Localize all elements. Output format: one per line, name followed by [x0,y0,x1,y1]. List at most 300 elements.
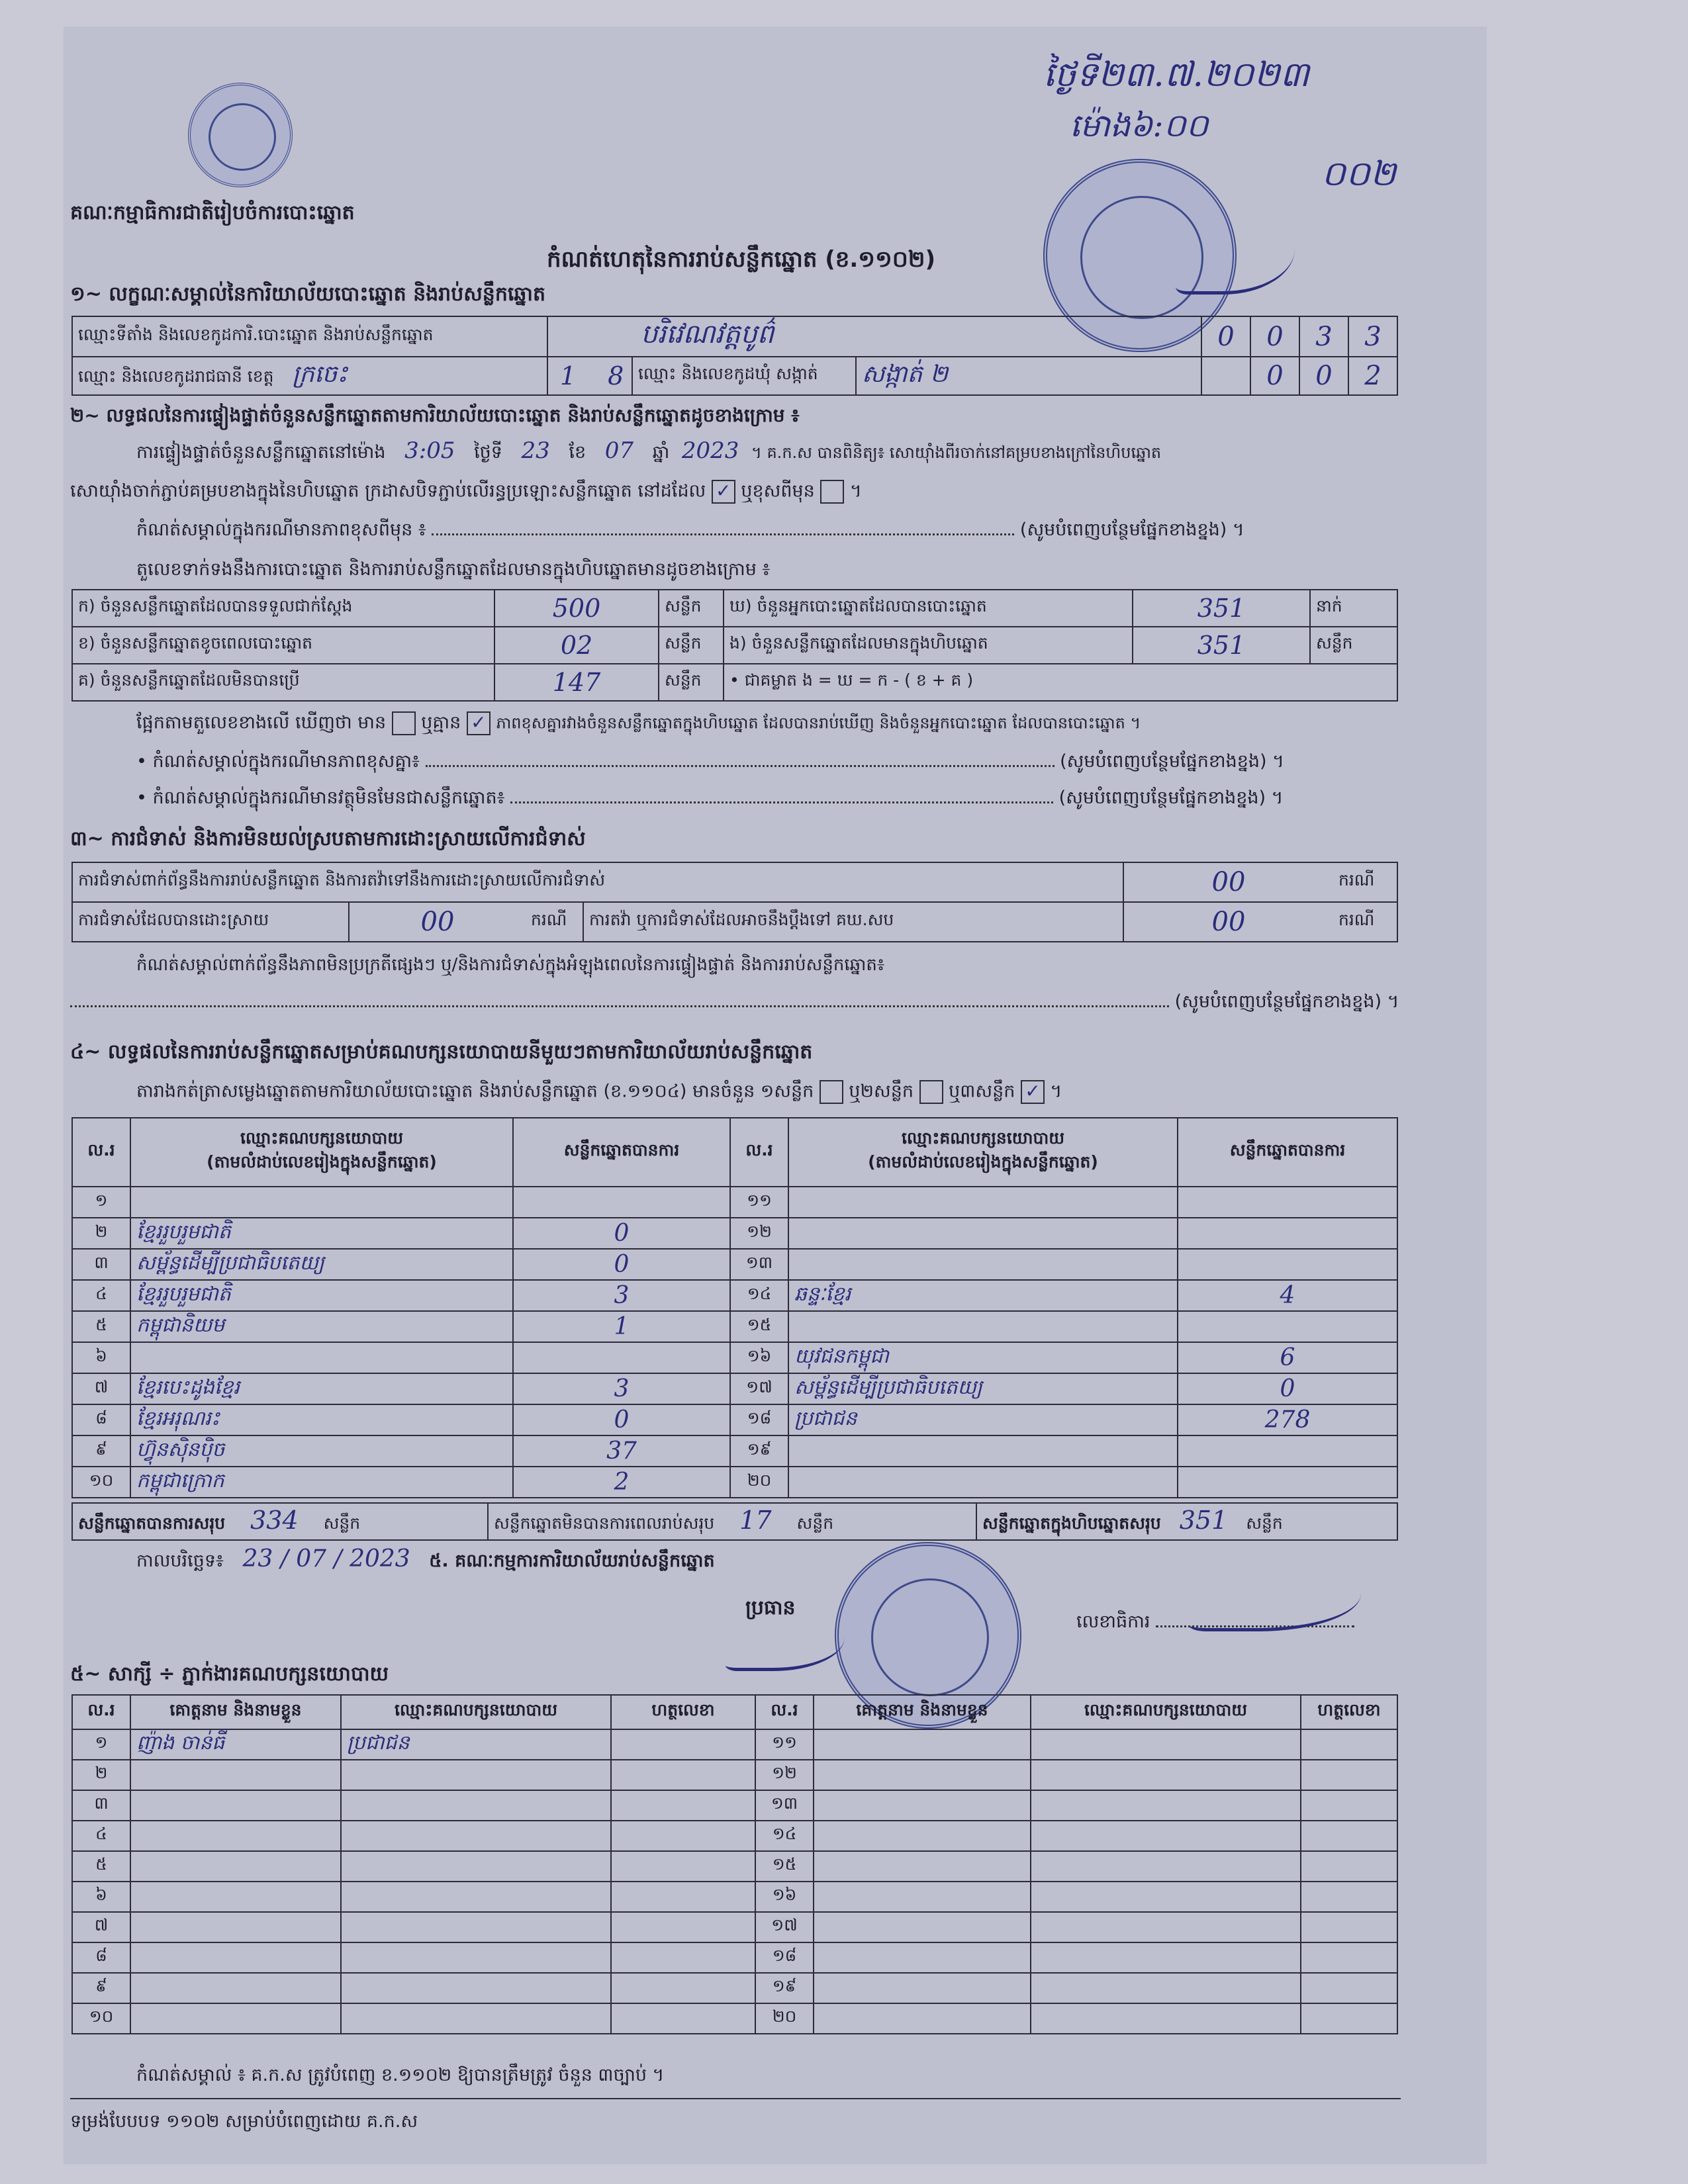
verification-text-b: ថ្ងៃទី [474,442,502,463]
unchanged-checkbox[interactable]: ✓ [712,480,735,504]
section1-table [71,316,1398,396]
results-no: ៦ [72,1342,130,1373]
section4-intro-c: ឬ៣សន្លឹក [949,1081,1015,1102]
difference-text-a: ផ្អែកតាមតួលេខខាងលើ ឃើញថា មាន [136,712,387,733]
results-no: ១៥ [730,1311,788,1342]
results-party: ឆន្ទៈខ្មែរ [788,1280,1178,1311]
witness-party [1031,1729,1301,1760]
results-party: កម្ពុជាក្រោក [130,1467,513,1498]
changed-checkbox[interactable] [820,480,844,504]
results-no: ២០ [730,1467,788,1498]
results-party [788,1187,1178,1218]
results-party: ខ្មែររួបរួមជាតិ [130,1280,513,1311]
verification-day: 23 [521,437,550,464]
results-votes [1178,1311,1397,1342]
witness-party [341,1790,611,1821]
witness-no: ៩ [72,1973,130,2003]
witness-name [814,1821,1031,1851]
counts-table [71,589,1398,702]
results-party: សម្ព័ន្ធដើម្បីប្រជាធិបតេយ្យ [130,1249,513,1280]
section4-intro [136,1080,1062,1104]
witness-party [341,1942,611,1973]
results-party: ខ្មែររួបរួមជាតិ [130,1218,513,1249]
chair-signature [726,1615,845,1671]
commune-label: ឈ្មោះ និងលេខកូដឃុំ សង្កាត់ [632,357,856,395]
witness-signature [611,1851,755,1882]
witness-name [814,1882,1031,1912]
count-d-label: ឃ) ចំនួនអ្នកបោះឆ្នោតដែលបានបោះឆ្នោត [724,590,1133,627]
results-votes: 6 [1178,1342,1397,1373]
witness-name [130,1790,341,1821]
results-votes: 4 [1178,1280,1397,1311]
witness-signature [611,1912,755,1942]
results-col-votes-right: សន្លឹកឆ្នោតបានការ [1178,1118,1397,1187]
witness-col-name-left: គោត្តនាម និងនាមខ្លួន [130,1695,341,1729]
witness-name [814,1942,1031,1973]
witness-table [71,1694,1398,2034]
bullet1-suffix: (សូមបំពេញបន្ថែមផ្នែកខាងខ្នង) ។ [1060,751,1284,772]
total-valid-label: សន្លឹកឆ្នោតបានការសរុប [78,1514,226,1533]
results-votes: 0 [513,1249,730,1280]
objections-table [71,862,1398,942]
results-party: ហ៊្វុនស៊ិនប៉ិច [130,1435,513,1467]
witness-signature [1301,1942,1397,1973]
count-a-label: ក) ចំនួនសន្លឹកឆ្នោតដែលបានទទួលជាក់ស្តែង [72,590,494,627]
commune-code-3: 2 [1348,357,1397,395]
verification-time: 3:05 [404,437,455,464]
verification-text-f: សោយ៉ាំងចាក់ភ្ជាប់គម្របខាងក្នុងនៃហិបឆ្នោត ក្រដាសបិទភ្ជាប់លើរន្ធប្រឡោះសន្លឹកឆ្នោត នៅដដែល [70,480,706,502]
witness-name [130,1760,341,1790]
witness-row [72,1912,1397,1942]
witness-party [1031,1912,1301,1942]
difference-text-b: ឬគ្មាន [421,712,461,733]
document-page [64,26,1487,2164]
objection-row3-label: ការតវ៉ា ឬការជំទាស់ដែលអាចនឹងប្តឹងទៅ គឃ.សប [583,902,1123,942]
total-box-unit: សន្លឹក [1246,1514,1283,1533]
witness-no: ៥ [72,1851,130,1882]
results-col-party-left [130,1118,513,1187]
verification-year: 2023 [681,437,739,464]
witness-party [1031,2003,1301,2034]
verification-text-g: ឬខុសពីមុន [741,480,815,502]
witness-name [814,1790,1031,1821]
chair-label: ប្រធាន [745,1596,796,1619]
results-no: ១២ [730,1218,788,1249]
verification-text-a: ការផ្ទៀងផ្ទាត់ចំនួនសន្លឹកឆ្នោតនៅម៉ោង [136,442,386,463]
results-party [788,1467,1178,1498]
witness-signature [611,1729,755,1760]
results-row [72,1404,1397,1435]
witness-party [1031,1760,1301,1790]
province-code-2: 8 [608,361,624,390]
bullet1-line [136,751,1284,772]
count-e-unit: សន្លឹក [1310,627,1397,664]
count-b-value: 02 [494,627,659,664]
witness-no: ១៤ [755,1821,814,1851]
section1-title: ១~ លក្ខណៈសម្គាល់នៃការិយាល័យបោះឆ្នោត និងរាប់សន្លឹកឆ្នោត [70,283,546,306]
objection-row2-value: 00 [349,902,526,942]
objection-row1-value: 00 [1123,862,1333,902]
section4-intro-a: តារាងកត់ត្រាសម្លេងឆ្នោតតាមការិយាល័យបោះឆ្នោត និងរាប់សន្លឹកឆ្នោត (ខ.១១០៤) មានចំនួន ១សន្លឹក [136,1081,814,1102]
results-votes: 278 [1178,1404,1397,1435]
witness-row [72,2003,1397,2034]
results-row [72,1467,1397,1498]
objection-row3-unit: ករណី [1333,902,1397,942]
witness-signature [1301,1973,1397,2003]
counts-intro: តួលេខទាក់ទងនឹងការបោះឆ្នោត និងការរាប់សន្លឹកឆ្នោតដែលមានក្នុងហិបឆ្នោតមានដូចខាងក្រោម ៖ [136,559,771,580]
witness-signature [1301,1882,1397,1912]
witness-party: ប្រជាជន [341,1729,611,1760]
witness-party [341,1851,611,1882]
witness-col-party-right: ឈ្មោះគណបក្សនយោបាយ [1031,1695,1301,1729]
objection-row2-unit: ករណី [526,902,583,942]
witness-name [814,1851,1031,1882]
witness-signature [611,1973,755,2003]
results-no: ១៣ [730,1249,788,1280]
org-name: គណៈកម្មាធិការជាតិរៀបចំការបោះឆ្នោត [70,201,355,224]
national-emblem [188,83,293,187]
witness-row [72,1882,1397,1912]
secretary-label: លេខាធិការ [1076,1612,1150,1632]
count-a-value: 500 [494,590,659,627]
results-row [72,1249,1397,1280]
province-label: ឈ្មោះ និងលេខកូដរាជធានី ខេត្ត [78,366,274,386]
results-votes: 0 [1178,1373,1397,1404]
verification-text-c: ខែ [569,442,586,463]
witness-row [72,1821,1397,1851]
results-no: ១០ [72,1467,130,1498]
witness-name [130,1942,341,1973]
two-sheets-checkbox[interactable] [919,1080,943,1104]
results-votes: 2 [513,1467,730,1498]
commune-code-2: 0 [1299,357,1348,395]
witness-signature [1301,1851,1397,1882]
handwritten-code-note: ០០២ [1321,154,1396,194]
results-row [72,1311,1397,1342]
results-col-no-left: ល.រ [72,1118,130,1187]
handwritten-date-note: ថ្ងៃទី២៣.៧.២០២៣ [1043,55,1309,95]
section4-intro-b: ឬ២សន្លឹក [849,1081,914,1102]
witness-party [341,1912,611,1942]
witness-name: ញ៉ាង ចាន់ធី [130,1729,341,1760]
location-code-2: 0 [1250,316,1299,357]
difference-text-c: ភាពខុសគ្នារវាងចំនួនសន្លឹកឆ្នោតក្នុងហិបឆ្នោត ដែលបានរាប់ឃើញ និងចំនួនអ្នកបោះឆ្នោត ដែលបានបោះឆ្នោត ។ [496,713,1141,733]
section2-title: ២~ លទ្ធផលនៃការផ្ទៀងផ្ទាត់ចំនួនសន្លឹកឆ្នោតតាមការិយាល័យបោះឆ្នោត និងរាប់សន្លឹកឆ្នោតដូចខាងក្រោម ៖ [70,404,800,426]
section3-note-suffix: (សូមបំពេញបន្ថែមផ្នែកខាងខ្នង) ។ [1174,991,1399,1012]
total-box-label: សន្លឹកឆ្នោតក្នុងហិបឆ្នោតសរុប [982,1514,1161,1533]
witness-col-sign-right: ហត្ថលេខា [1301,1695,1397,1729]
witness-signature [611,1882,755,1912]
witness-signature [611,1821,755,1851]
results-votes [1178,1467,1397,1498]
witness-no: ២០ [755,2003,814,2034]
total-invalid-value: 17 [739,1506,772,1535]
results-row [72,1218,1397,1249]
results-votes: 37 [513,1435,730,1467]
results-no: ១៤ [730,1280,788,1311]
witness-name [814,1760,1031,1790]
objection-row1-label: ការជំទាស់ពាក់ព័ន្ធនឹងការរាប់សន្លឹកឆ្នោត និងការតវ៉ាទៅនឹងការដោះស្រាយលើការជំទាស់ [72,862,1123,902]
footer-divider [70,2098,1401,2099]
witness-col-sign-left: ហត្ថលេខា [611,1695,755,1729]
verification-line2 [70,480,862,504]
witness-col-party-left: ឈ្មោះគណបក្សនយោបាយ [341,1695,611,1729]
form-title: កំណត់ហេតុនៃការរាប់សន្លឹកឆ្នោត (ខ.១១០២) [547,246,936,273]
location-code-4: 3 [1348,316,1397,357]
total-invalid-cell [488,1503,976,1540]
section3-note-label: កំណត់សម្គាល់ពាក់ព័ន្ធនឹងភាពមិនប្រក្រតីផ្សេងៗ ឬ/និងការជំទាស់ក្នុងអំឡុងពេលនៃការផ្ទៀងផ្ទាត់ និងការរាប់សន្លឹកឆ្នោត៖ [136,955,885,975]
results-no: ៣ [72,1249,130,1280]
commune-code-blank [1201,357,1250,395]
results-votes: 0 [513,1404,730,1435]
count-formula: • ជាគម្លាត ង = ឃ = ក - ( ខ + គ ) [724,664,1397,701]
results-no: ១៧ [730,1373,788,1404]
results-no: ៤ [72,1280,130,1311]
total-box-value: 351 [1179,1506,1228,1535]
bullet2-suffix: (សូមបំពេញបន្ថែមផ្នែកខាងខ្នង) ។ [1058,788,1284,808]
total-invalid-unit: សន្លឹក [796,1514,834,1533]
results-col-party-left-title: ឈ្មោះគណបក្សនយោបាយ [240,1128,404,1148]
witness-no: ១០ [72,2003,130,2034]
witness-name [130,1973,341,2003]
witness-signature [611,1790,755,1821]
witness-party [1031,1973,1301,2003]
witness-col-name-right: គោត្តនាម និងនាមខ្លួន [814,1695,1031,1729]
witness-no: ៨ [72,1942,130,1973]
results-col-votes-left: សន្លឹកឆ្នោតបានការ [513,1118,730,1187]
count-c-unit: សន្លឹក [659,664,724,701]
witness-signature [611,2003,755,2034]
witness-party [1031,1821,1301,1851]
results-totals [71,1502,1398,1541]
witness-party [1031,1851,1301,1882]
results-votes [513,1342,730,1373]
witness-name [130,1912,341,1942]
date-line [136,1545,715,1572]
results-party [130,1342,513,1373]
witness-no: ១៧ [755,1912,814,1942]
witness-row [72,1729,1397,1760]
three-sheets-checkbox[interactable]: ✓ [1021,1080,1045,1104]
results-no: ១៨ [730,1404,788,1435]
footer-form: ទម្រង់បែបបទ ១១០២ សម្រាប់បំពេញដោយ គ.ក.ស [70,2111,418,2132]
results-party: យុវជនកម្ពុជា [788,1342,1178,1373]
results-col-party-right [788,1118,1178,1187]
witness-name [130,1821,341,1851]
witness-row [72,1851,1397,1882]
witness-signature [1301,2003,1397,2034]
count-b-label: ខ) ចំនួនសន្លឹកឆ្នោតខូចពេលបោះឆ្នោត [72,627,494,664]
objection-row2-label: ការជំទាស់ដែលបានដោះស្រាយ [72,902,349,942]
signature-top-right [1176,218,1295,295]
results-party [130,1187,513,1218]
witness-no: ១ [72,1729,130,1760]
difference-note-suffix: (សូមបំពេញបន្ថែមផ្នែកខាងខ្នង) ។ [1019,520,1244,540]
results-party: ខ្មែរអរុណរះ [130,1404,513,1435]
difference-note-label: កំណត់សម្គាល់ក្នុងករណីមានភាពខុសពីមុន ៖ [136,520,426,540]
witness-no: ៣ [72,1790,130,1821]
results-votes [1178,1249,1397,1280]
results-row [72,1435,1397,1467]
results-table [71,1117,1398,1498]
results-no: ៧ [72,1373,130,1404]
results-votes [1178,1187,1397,1218]
witness-no: ១២ [755,1760,814,1790]
witness-no: ១៦ [755,1882,814,1912]
witness-no: ១៨ [755,1942,814,1973]
witness-no: ៤ [72,1821,130,1851]
bullet2-line [136,788,1283,809]
total-valid-cell [72,1503,488,1540]
objection-row3-value: 00 [1123,902,1333,942]
witness-no: ១៩ [755,1973,814,2003]
results-row [72,1342,1397,1373]
witness-name [814,1973,1031,2003]
witness-no: ១៣ [755,1790,814,1821]
total-box-cell [976,1503,1397,1540]
count-c-label: គ) ចំនួនសន្លឹកឆ្នោតដែលមិនបានប្រើ [72,664,494,701]
province-code-1: 1 [560,361,577,390]
footer-note: កំណត់សម្គាល់ ៖ គ.ក.ស ត្រូវបំពេញ ខ.១១០២ ឱ្យបានត្រឹមត្រូវ ចំនួន ៣ច្បាប់ ។ [136,2065,665,2085]
witness-party [1031,1790,1301,1821]
commune-value: សង្កាត់ ២ [856,357,1201,395]
witness-name [814,1729,1031,1760]
results-party [788,1218,1178,1249]
verification-text-d: ឆ្នាំ [652,442,670,463]
witness-name [130,1882,341,1912]
province-cell [72,357,547,395]
results-no: ១១ [730,1187,788,1218]
witness-party [341,1973,611,2003]
total-invalid-label: សន្លឹកឆ្នោតមិនបានការពេលរាប់សរុប [494,1514,715,1533]
location-value: បរិវេណវត្តបូព៌ [547,316,1201,357]
bullet2-label: • កំណត់សម្គាល់ក្នុងករណីមានវត្ថុមិនមែនជាសន្លឹកឆ្នោត៖ [136,788,505,808]
results-votes: 0 [513,1218,730,1249]
total-valid-value: 334 [250,1506,299,1535]
count-b-unit: សន្លឹក [659,627,724,664]
witness-signature [1301,1760,1397,1790]
has-difference-checkbox[interactable] [392,711,416,735]
count-d-unit: នាក់ [1310,590,1397,627]
witness-col-no-left: ល.រ [72,1695,130,1729]
count-d-value: 351 [1133,590,1310,627]
witness-signature [1301,1790,1397,1821]
witness-no: ៧ [72,1912,130,1942]
witness-signature [611,1760,755,1790]
section3-note-line2 [70,991,1399,1013]
witness-row [72,1973,1397,2003]
witness-no: ១៥ [755,1851,814,1882]
results-col-party-left-sub: (តាមលំដាប់លេខរៀងក្នុងសន្លឹកឆ្នោត) [207,1152,437,1171]
witness-party [341,1882,611,1912]
witness-signature [1301,1729,1397,1760]
verification-text-h: ។ [849,480,862,502]
results-party: ប្រជាជន [788,1404,1178,1435]
count-e-label: ង) ចំនួនសន្លឹកឆ្នោតដែលមានក្នុងហិបឆ្នោត [724,627,1133,664]
results-no: ១៩ [730,1435,788,1467]
results-no: ១ [72,1187,130,1218]
difference-note-line [136,520,1394,541]
results-col-party-right-sub: (តាមលំដាប់លេខរៀងក្នុងសន្លឹកឆ្នោត) [868,1152,1098,1171]
witness-col-no-right: ល.រ [755,1695,814,1729]
location-label: ឈ្មោះទីតាំង និងលេខកូដការិ.បោះឆ្នោត និងរាប់សន្លឹកឆ្នោត [72,316,547,357]
witness-row [72,1942,1397,1973]
results-col-no-right: ល.រ [730,1118,788,1187]
bullet1-label: • កំណត់សម្គាល់ក្នុងករណីមានភាពខុសគ្នា៖ [136,751,420,772]
results-no: ៨ [72,1404,130,1435]
count-e-value: 351 [1133,627,1310,664]
objection-row1-unit: ករណី [1333,862,1397,902]
results-party: កម្ពុជានិយម [130,1311,513,1342]
results-party [788,1435,1178,1467]
results-col-party-right-title: ឈ្មោះគណបក្សនយោបាយ [901,1128,1065,1148]
results-votes [513,1187,730,1218]
witness-party [1031,1882,1301,1912]
section3-title: ៣~ ការជំទាស់ និងការមិនយល់ស្របតាមការដោះស្រាយលើការជំទាស់ [70,827,586,850]
location-code-1: 0 [1201,316,1250,357]
results-row [72,1187,1397,1218]
witness-signature [1301,1821,1397,1851]
section5-title: ៥~ សាក្សី ÷ ភ្នាក់ងារគណបក្សនយោបាយ [70,1662,389,1686]
no-difference-checkbox[interactable]: ✓ [467,711,491,735]
province-code-cell [547,357,632,395]
witness-no: ៦ [72,1882,130,1912]
province-value: ក្រចេះ [292,360,348,388]
one-sheet-checkbox[interactable] [820,1080,843,1104]
section4-intro-d: ។ [1050,1081,1062,1102]
count-a-unit: សន្លឹក [659,590,724,627]
results-party [788,1249,1178,1280]
count-c-value: 147 [494,664,659,701]
verification-month: 07 [604,437,633,464]
results-no: ១៦ [730,1342,788,1373]
results-votes [1178,1435,1397,1467]
witness-name [130,1851,341,1882]
witness-signature [611,1942,755,1973]
results-party [788,1311,1178,1342]
date-value: 23 / 07 / 2023 [242,1545,410,1572]
witness-party [341,1821,611,1851]
results-votes: 3 [513,1280,730,1311]
total-valid-unit: សន្លឹក [323,1514,361,1533]
results-votes: 1 [513,1311,730,1342]
results-no: ៥ [72,1311,130,1342]
witness-party [341,1760,611,1790]
difference-line [136,711,1141,735]
results-votes: 3 [513,1373,730,1404]
witness-no: ១១ [755,1729,814,1760]
date-label: កាលបរិច្ឆេទ៖ [136,1551,224,1571]
results-party: សម្ព័ន្ធដើម្បីប្រជាធិបតេយ្យ [788,1373,1178,1404]
handwritten-time-note: ម៉ោង៦:០០ [1070,107,1209,144]
witness-signature [1301,1912,1397,1942]
witness-name [130,2003,341,2034]
witness-party [1031,1942,1301,1973]
witness-name [814,2003,1031,2034]
committee-label: ៥. គណៈកម្មការការិយាល័យរាប់សន្លឹកឆ្នោត [429,1551,715,1571]
verification-text-e: ។ គ.ក.ស បានពិនិត្យ៖ សោយ៉ាំងពីរចាក់នៅគម្របខាងក្រៅនៃហិបឆ្នោត [751,443,1162,462]
results-row [72,1280,1397,1311]
witness-row [72,1760,1397,1790]
section4-title: ៤~ លទ្ធផលនៃការរាប់សន្លឹកឆ្នោតសម្រាប់គណបក្សនយោបាយនីមួយៗតាមការិយាល័យរាប់សន្លឹកឆ្នោត [70,1040,813,1064]
section3-note [136,954,884,976]
witness-party [341,2003,611,2034]
commune-code-1: 0 [1250,357,1299,395]
results-no: ៩ [72,1435,130,1467]
witness-no: ២ [72,1760,130,1790]
location-code-3: 3 [1299,316,1348,357]
results-no: ២ [72,1218,130,1249]
